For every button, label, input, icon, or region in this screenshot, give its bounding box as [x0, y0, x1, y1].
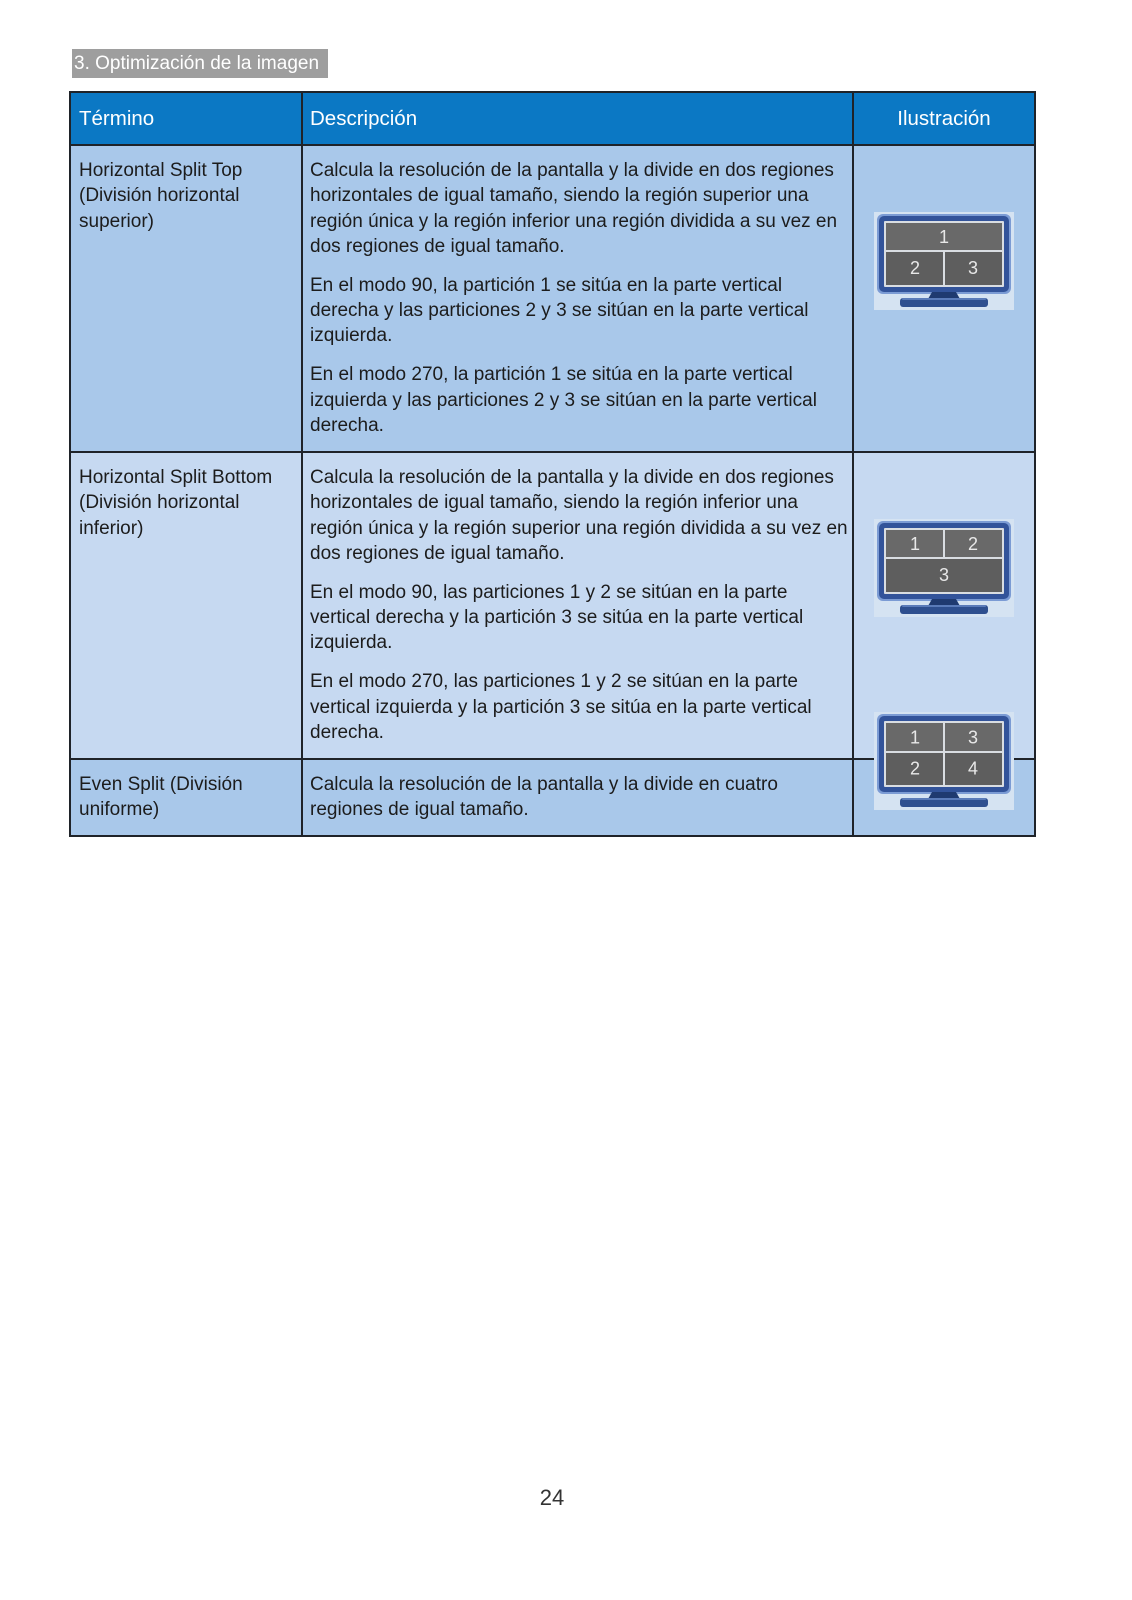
monitor-base-highlight	[902, 298, 986, 300]
header-illustration	[854, 93, 1036, 146]
row-3-description	[303, 760, 854, 837]
description-paragraph: En el modo 90, la partición 1 se sitúa en la parte vertical derecha y las particiones 2 y 3 se sitúan en la parte vertical izquierda.	[310, 274, 809, 347]
description-paragraph: En el modo 90, las particiones 1 y 2 se sitúan en la parte vertical derecha y la partición 3 se sitúa en la parte vertical izquierda.	[310, 581, 804, 654]
header-term-label: Término	[79, 106, 155, 130]
partition-label: 3	[967, 258, 979, 278]
monitor-horizontal-split-bottom-icon	[874, 519, 1014, 617]
description-paragraph: Calcula la resolución de la pantalla y la divide en cuatro regiones de igual tamaño.	[310, 774, 778, 821]
partition-label: 4	[967, 758, 979, 779]
description-paragraph: Calcula la resolución de la pantalla y la divide en dos regiones horizontales de igual tamaño, siendo la región inferior una región única y la región superior una región dividida a su vez en dos regiones de igual tamaño.	[310, 467, 848, 564]
description-paragraph: En el modo 270, las particiones 1 y 2 se sitúan en la parte vertical izquierda y la partición 3 se sitúa en la parte vertical derecha.	[310, 671, 812, 744]
row-3-term: Even Split (División uniforme)	[71, 760, 303, 837]
partition-label: 2	[909, 758, 921, 779]
partition-label: 2	[909, 258, 921, 278]
monitor-neck	[928, 792, 960, 799]
description-paragraph: En el modo 270, la partición 1 se sitúa en la parte vertical izquierda y las particiones 2 y 3 se sitúan en la parte vertical derecha.	[310, 364, 817, 437]
monitor-base-highlight	[902, 798, 986, 800]
header-term	[71, 93, 303, 146]
page-number: 24	[539, 1485, 565, 1510]
monitor-neck	[928, 599, 960, 606]
row-1-description	[303, 146, 854, 453]
partition-label: 3	[938, 565, 950, 585]
monitor-horizontal-split-top-icon	[874, 212, 1014, 310]
section-tag: 3. Optimización de la imagen	[72, 49, 328, 78]
description-paragraph: Calcula la resolución de la pantalla y la divide en dos regiones horizontales de igual tamaño, siendo la región superior una región única y la región inferior una región dividida a su vez en dos regiones de igual tamaño.	[310, 160, 838, 257]
partition-label: 1	[909, 727, 921, 748]
partition-label: 1	[938, 227, 950, 247]
monitor-neck	[928, 292, 960, 299]
header-description-label: Descripción	[310, 106, 418, 130]
monitor-base-highlight	[902, 605, 986, 607]
partition-label: 1	[909, 534, 921, 554]
header-illustration-label: Ilustración	[897, 106, 991, 130]
row-1-term: Horizontal Split Top (División horizontal superior)	[71, 146, 303, 453]
header-description	[303, 93, 854, 146]
monitor-even-split-icon	[874, 712, 1014, 810]
partition-label: 3	[967, 727, 979, 748]
row-2-description	[303, 453, 854, 760]
partition-label: 2	[967, 534, 979, 554]
row-2-term: Horizontal Split Bottom (División horizontal inferior)	[71, 453, 303, 760]
